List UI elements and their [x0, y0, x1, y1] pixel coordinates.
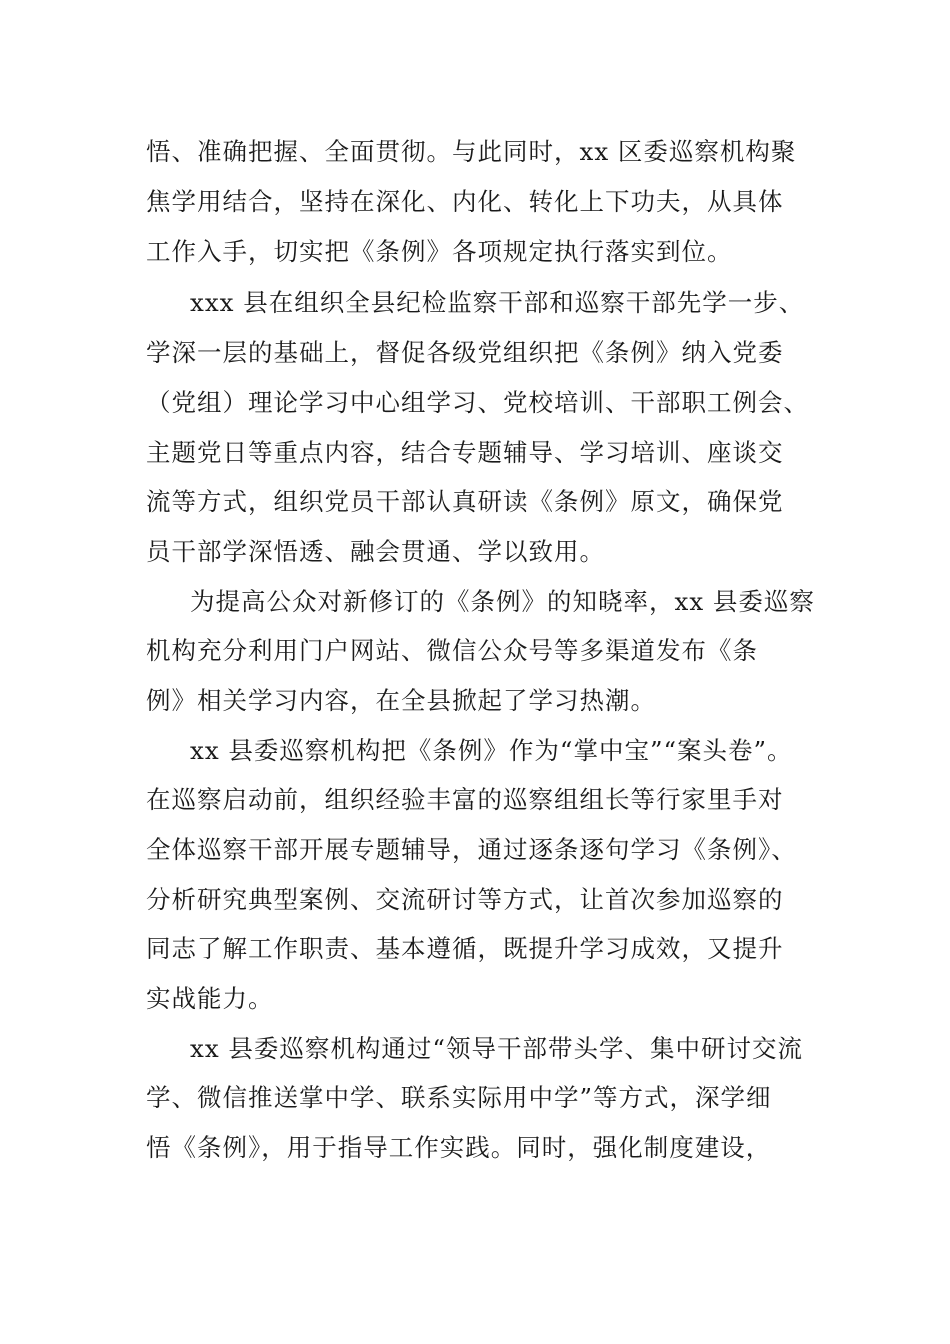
text-line: 实战能力。 — [146, 984, 274, 1013]
text-line: xx 县委巡察机构把《条例》作为“掌中宝”“案头卷”。 — [190, 736, 793, 765]
text-line: 流等方式，组织党员干部认真研读《条例》原文，确保党 — [146, 487, 784, 516]
text-line: 学、微信推送掌中学、联系实际用中学”等方式，深学细 — [146, 1083, 772, 1112]
text-line: 为提高公众对新修订的《条例》的知晓率，xx 县委巡察 — [190, 587, 815, 616]
text-line: 员干部学深悟透、融会贯通、学以致用。 — [146, 537, 605, 566]
text-line: 分析研究典型案例、交流研讨等方式，让首次参加巡察的 — [146, 885, 784, 914]
text-line: （党组）理论学习中心组学习、党校培训、干部职工例会、 — [146, 388, 809, 417]
text-line: 工作入手，切实把《条例》各项规定执行落实到位。 — [146, 237, 733, 266]
text-line: 全体巡察干部开展专题辅导，通过逐条逐句学习《条例》、 — [146, 835, 797, 864]
text-line: xx 县委巡察机构通过“领导干部带头学、集中研讨交流 — [190, 1034, 803, 1063]
text-line: xxx 县在组织全县纪检监察干部和巡察干部先学一步、 — [190, 288, 805, 317]
text-line: 悟、准确把握、全面贯彻。与此同时，xx 区委巡察机构聚 — [146, 137, 797, 166]
text-line: 在巡察启动前，组织经验丰富的巡察组组长等行家里手对 — [146, 785, 784, 814]
text-line: 机构充分利用门户网站、微信公众号等多渠道发布《条 — [146, 636, 758, 665]
text-line: 焦学用结合，坚持在深化、内化、转化上下功夫，从具体 — [146, 187, 784, 216]
text-line: 例》相关学习内容，在全县掀起了学习热潮。 — [146, 686, 656, 715]
text-line: 同志了解工作职责、基本遵循，既提升学习成效，又提升 — [146, 934, 784, 963]
text-line: 主题党日等重点内容，结合专题辅导、学习培训、座谈交 — [146, 438, 784, 467]
text-line: 悟《条例》，用于指导工作实践。同时，强化制度建设， — [146, 1133, 772, 1162]
text-line: 学深一层的基础上，督促各级党组织把《条例》纳入党委 — [146, 338, 784, 367]
